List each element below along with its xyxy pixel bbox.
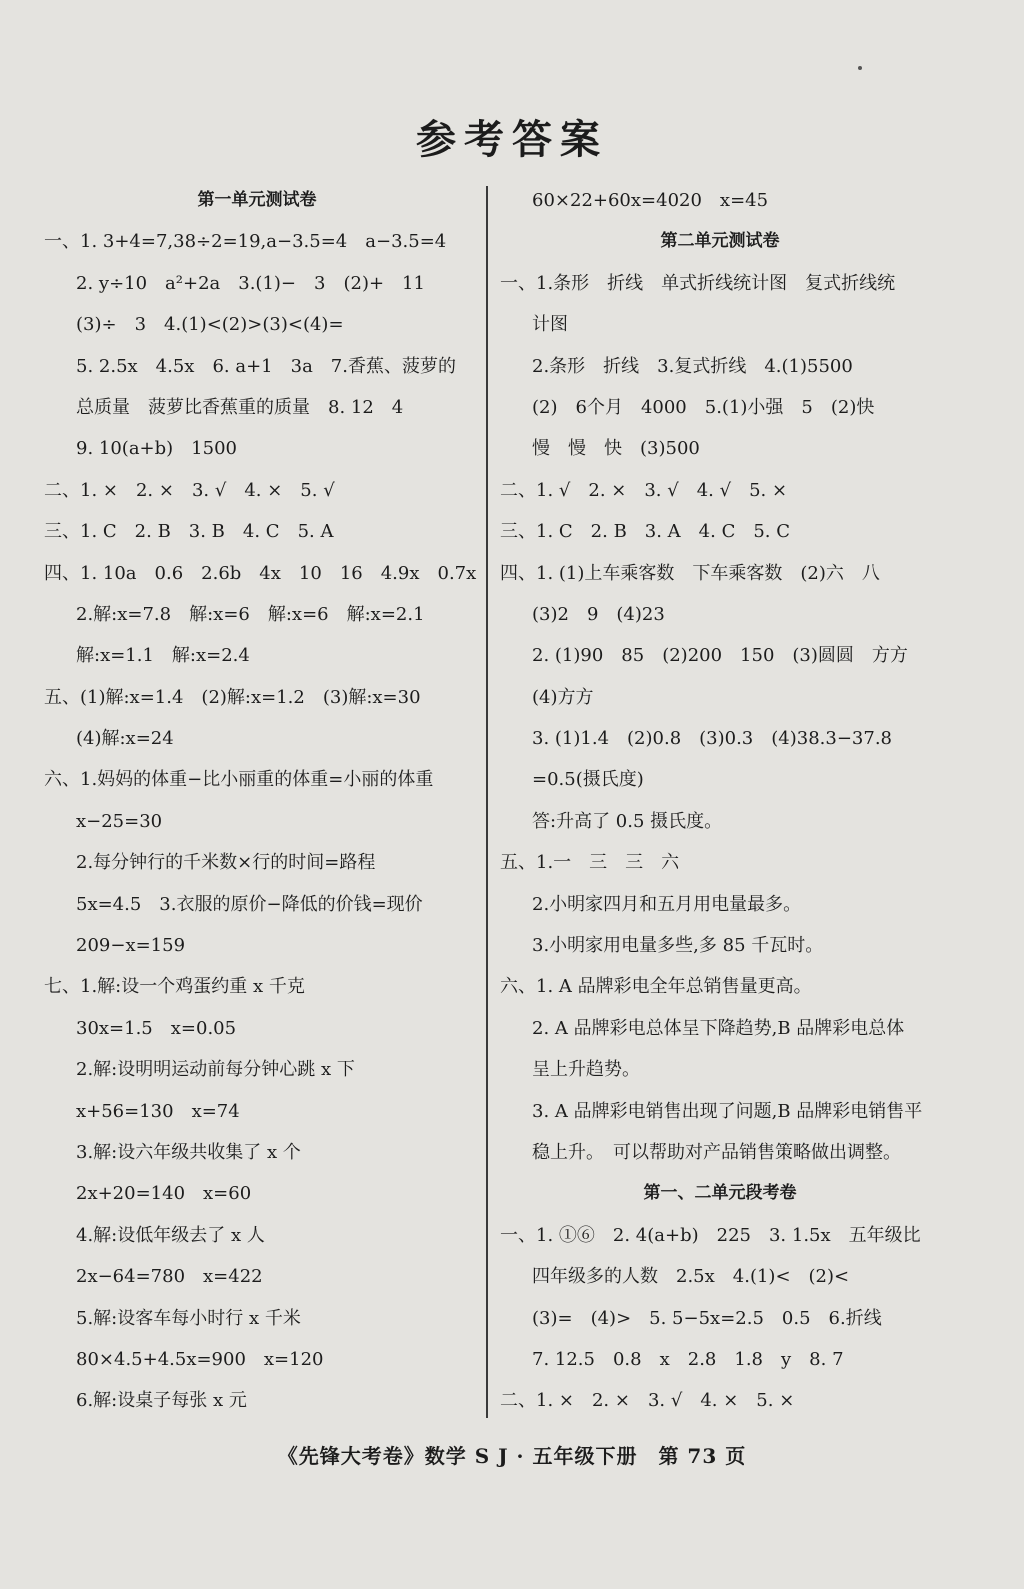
answer-line: 稳上升。 可以帮助对产品销售策略做出调整。 [532, 1141, 901, 1163]
answer-line: 六、1. A 品牌彩电全年总销售量更高。 [500, 976, 812, 998]
page-footer: 《先锋大考卷》数学 S J · 五年级下册 第 73 页 [277, 1444, 747, 1468]
section-heading: 第一单元测试卷 [197, 190, 317, 210]
page-title: 参考答案 [416, 116, 608, 163]
answer-line: 7. 12.5 0.8 x 2.8 1.8 y 8. 7 [532, 1348, 844, 1370]
answer-line: (4)方方 [532, 686, 594, 708]
section-heading: 第一、二单元段考卷 [643, 1183, 797, 1204]
right-column [500, 180, 940, 1422]
answer-line: 5. 2.5x 4.5x 6. a+1 3a 7.香蕉、菠萝的 [76, 355, 456, 377]
answer-line: 2. (1)90 85 (2)200 150 (3)圆圆 方方 [532, 645, 908, 667]
answer-line: (3)2 9 (4)23 [532, 603, 665, 625]
answer-line: 解:x=1.1 解:x=2.4 [76, 645, 250, 667]
answer-line: 计图 [532, 314, 568, 336]
answer-line: 一、1.条形 折线 单式折线统计图 复式折线统 [500, 272, 896, 294]
answer-line: 2.条形 折线 3.复式折线 4.(1)5500 [532, 355, 853, 377]
answer-line: (2) 6个月 4000 5.(1)小强 5 (2)快 [532, 396, 875, 418]
answer-line: 六、1.妈妈的体重−比小丽重的体重=小丽的体重 [44, 769, 434, 791]
answer-line: 2.解:设明明运动前每分钟心跳 x 下 [76, 1059, 355, 1081]
answer-line: 3.小明家用电量多些,多 85 千瓦时。 [532, 935, 824, 957]
answer-line: 3.解:设六年级共收集了 x 个 [76, 1141, 301, 1163]
answer-line: 6.解:设桌子每张 x 元 [76, 1390, 247, 1412]
answer-line: 209−x=159 [76, 935, 186, 957]
answer-line: (4)解:x=24 [76, 728, 174, 750]
answer-line: x−25=30 [76, 810, 163, 832]
answer-line: 四年级多的人数 2.5x 4.(1)< (2)< [532, 1266, 850, 1288]
answer-line: 三、1. C 2. B 3. A 4. C 5. C [500, 521, 791, 543]
answer-line: 四、1. 10a 0.6 2.6b 4x 10 16 4.9x 0.7x [44, 562, 477, 584]
answer-line: 二、1. √ 2. × 3. √ 4. √ 5. × [500, 479, 788, 501]
answer-line: 总质量 菠萝比香蕉重的质量 8. 12 4 [76, 396, 404, 418]
answer-line: 五、(1)解:x=1.4 (2)解:x=1.2 (3)解:x=30 [44, 686, 421, 708]
answer-line: =0.5(摄氏度) [532, 769, 644, 791]
answer-line: 9. 10(a+b) 1500 [76, 438, 237, 460]
answer-line: 3. (1)1.4 (2)0.8 (3)0.3 (4)38.3−37.8 [532, 728, 892, 750]
answer-line: 5.解:设客车每小时行 x 千米 [76, 1307, 301, 1329]
answer-line: (3)= (4)> 5. 5−5x=2.5 0.5 6.折线 [532, 1307, 882, 1329]
answer-line: 3. A 品牌彩电销售出现了问题,B 品牌彩电销售平 [532, 1100, 923, 1122]
answer-line: 2.小明家四月和五月用电量最多。 [532, 893, 802, 915]
answer-line: 2x+20=140 x=60 [76, 1183, 252, 1205]
answer-line: 四、1. (1)上车乘客数 下车乘客数 (2)六 八 [500, 562, 880, 584]
answer-line: 一、1. 3+4=7,38÷2=19,a−3.5=4 a−3.5=4 [44, 231, 447, 253]
answer-line: 2x−64=780 x=422 [76, 1266, 263, 1288]
answer-line: (3)÷ 3 4.(1)<(2)>(3)<(4)= [76, 314, 344, 336]
answer-line: 30x=1.5 x=0.05 [76, 1017, 237, 1039]
answer-line: 呈上升趋势。 [532, 1059, 640, 1081]
answer-line: 2. A 品牌彩电总体呈下降趋势,B 品牌彩电总体 [532, 1017, 905, 1039]
section-heading: 第二单元测试卷 [660, 231, 780, 252]
left-column [44, 180, 477, 1422]
answer-line: 三、1. C 2. B 3. B 4. C 5. A [44, 521, 334, 543]
answer-line: 答:升高了 0.5 摄氏度。 [532, 810, 723, 832]
scan-speck [858, 66, 862, 70]
answer-line: 2.每分钟行的千米数×行的时间=路程 [76, 852, 376, 874]
answer-line: 二、1. × 2. × 3. √ 4. × 5. × [500, 1390, 795, 1412]
answer-line: 60×22+60x=4020 x=45 [532, 190, 769, 211]
answer-line: 一、1. ①⑥ 2. 4(a+b) 225 3. 1.5x 五年级比 [500, 1224, 921, 1246]
answer-line: 2.解:x=7.8 解:x=6 解:x=6 解:x=2.1 [76, 603, 425, 625]
answer-line: 二、1. × 2. × 3. √ 4. × 5. √ [44, 479, 335, 501]
answer-line: 2. y÷10 a²+2a 3.(1)− 3 (2)+ 11 [76, 272, 425, 294]
answer-line: 慢 慢 快 (3)500 [532, 438, 700, 460]
answer-line: 五、1.一 三 三 六 [500, 852, 680, 874]
answer-line: 80×4.5+4.5x=900 x=120 [76, 1348, 324, 1370]
column-divider [486, 186, 488, 1418]
answer-line: 4.解:设低年级去了 x 人 [76, 1224, 265, 1246]
answer-line: 5x=4.5 3.衣服的原价−降低的价钱=现价 [76, 893, 423, 915]
answer-line: 七、1.解:设一个鸡蛋约重 x 千克 [44, 976, 305, 998]
answer-line: x+56=130 x=74 [76, 1100, 240, 1122]
